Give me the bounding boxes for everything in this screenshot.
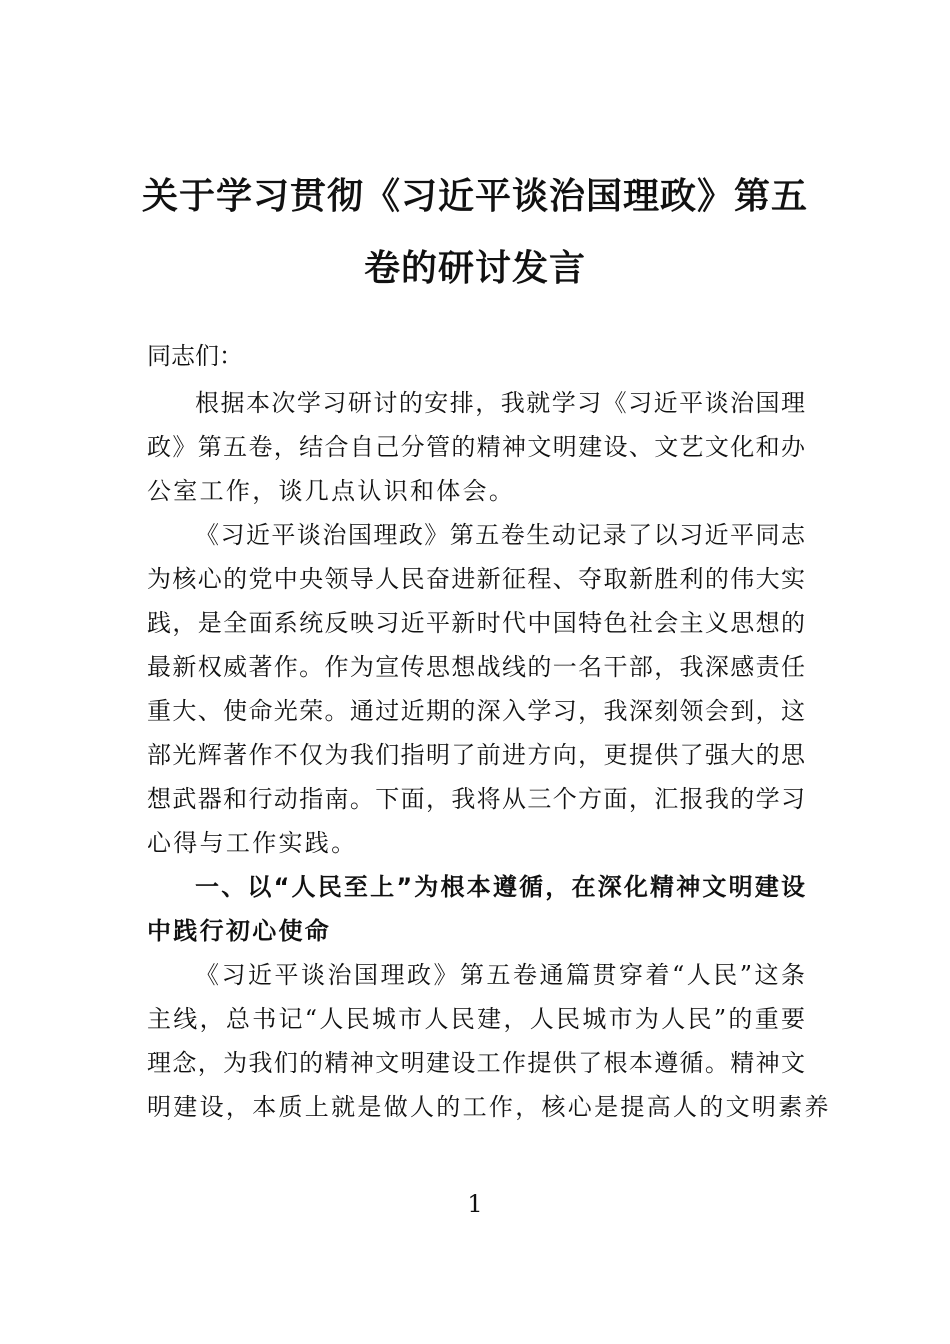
paragraph-line: 心得与工作实践。 xyxy=(147,829,358,857)
paragraph-line: 根据本次学习研讨的安排，我就学习《习近平谈治国理 xyxy=(195,389,805,417)
salutation: 同志们： xyxy=(147,342,243,370)
paragraph-line: 《习近平谈治国理政》第五卷生动记录了以习近平同志 xyxy=(195,521,805,549)
paragraph-line: 想武器和行动指南。下面，我将从三个方面，汇报我的学习 xyxy=(147,785,805,813)
paragraph-line: 《习近平谈治国理政》第五卷通篇贯穿着“人民”这条 xyxy=(195,961,805,989)
paragraph-line: 公室工作，谈几点认识和体会。 xyxy=(147,477,516,505)
paragraph-line: 政》第五卷，结合自己分管的精神文明建设、文艺文化和办 xyxy=(147,433,805,461)
document-title-line-2: 卷的研讨发言 xyxy=(363,247,586,289)
paragraph-line: 主线，总书记“人民城市人民建，人民城市为人民”的重要 xyxy=(147,1005,805,1033)
paragraph-line: 理念，为我们的精神文明建设工作提供了根本遵循。精神文 xyxy=(147,1049,805,1077)
paragraph-line: 践，是全面系统反映习近平新时代中国特色社会主义思想的 xyxy=(147,609,805,637)
paragraph-line: 重大、使命光荣。通过近期的深入学习，我深刻领会到，这 xyxy=(147,697,805,725)
page-number: 1 xyxy=(467,1190,483,1218)
paragraph-line: 最新权威著作。作为宣传思想战线的一名干部，我深感责任 xyxy=(147,653,805,681)
paragraph-line: 明建设，本质上就是做人的工作，核心是提高人的文明素养 xyxy=(147,1093,831,1121)
paragraph-line: 部光辉著作不仅为我们指明了前进方向，更提供了强大的思 xyxy=(147,741,805,769)
section-heading-line: 中践行初心使命 xyxy=(147,917,332,945)
document-title-line-1: 关于学习贯彻《习近平谈治国理政》第五 xyxy=(141,175,808,217)
paragraph-line: 为核心的党中央领导人民奋进新征程、夺取新胜利的伟大实 xyxy=(147,565,805,593)
section-heading-line: 一、以“人民至上”为根本遵循，在深化精神文明建设 xyxy=(195,873,805,901)
